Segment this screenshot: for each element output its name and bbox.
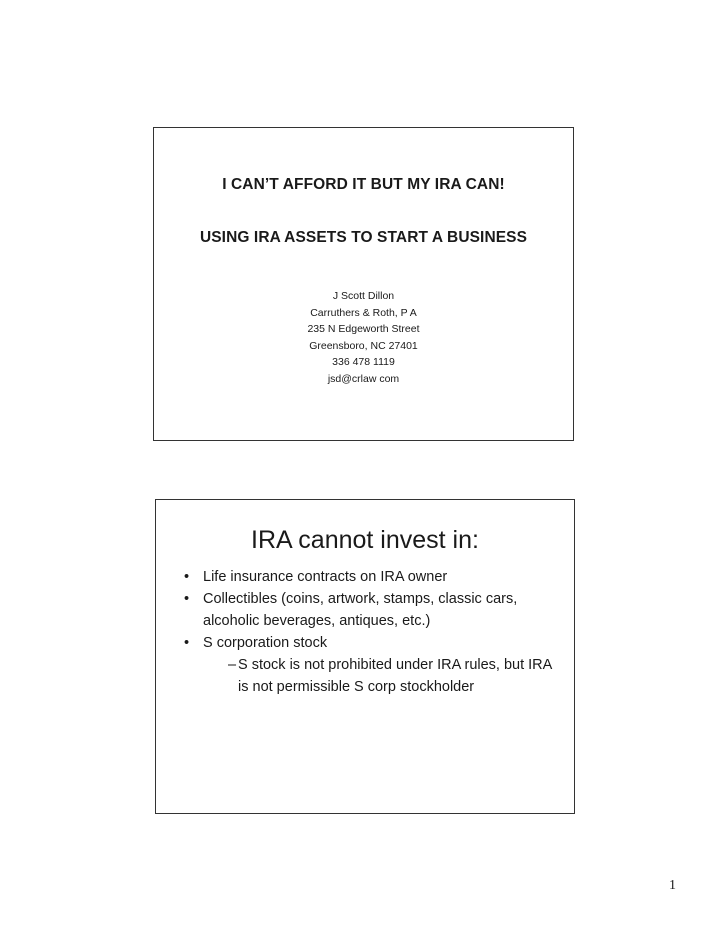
slide-1-subtitle: USING IRA ASSETS TO START A BUSINESS (199, 229, 528, 246)
slide-1-title: I CAN’T AFFORD IT BUT MY IRA CAN! (222, 176, 505, 193)
bullet-text: S corporation stock (203, 635, 328, 651)
contact-firm: Carruthers & Roth, P A (310, 306, 417, 319)
contact-street: 235 N Edgeworth Street (307, 323, 420, 336)
bullet-list (184, 566, 564, 698)
list-item (184, 588, 564, 632)
bullet-icon: • (184, 635, 190, 651)
contact-block (154, 288, 573, 388)
contact-phone: 336 478 1119 (332, 356, 395, 369)
list-item (184, 632, 564, 654)
bullet-icon: • (184, 569, 190, 585)
bullet-text: Collectibles (coins, artwork, stamps, classic cars, alcoholic beverages, antiques, etc.) (203, 591, 518, 629)
sub-list-item (184, 654, 564, 698)
bullet-text: Life insurance contracts on IRA owner (203, 569, 448, 585)
sub-bullet-text: S stock is not prohibited under IRA rules, but IRA is not permissible S corp stockholder (238, 657, 552, 695)
page-number: 1 (669, 878, 676, 893)
list-item (184, 566, 564, 588)
dash-icon: – (228, 657, 237, 673)
slide-1 (153, 127, 574, 441)
slide-2 (155, 499, 575, 814)
contact-name: J Scott Dillon (332, 290, 395, 302)
contact-city: Greensboro, NC 27401 (309, 339, 418, 352)
contact-email: jsd@crlaw com (327, 372, 400, 385)
bullet-icon: • (184, 591, 190, 607)
slide-2-title: IRA cannot invest in: (251, 526, 479, 554)
